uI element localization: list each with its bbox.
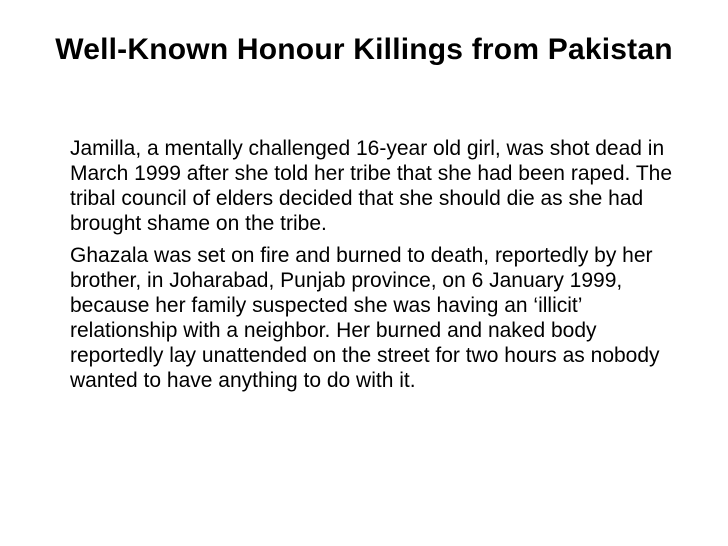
paragraph-jamilla: Jamilla, a mentally challenged 16-year old girl, was shot dead in March 1999 after she told her tribe that she had been raped. The tribal council of elders decided that she should die as she had brought shame on the tribe. (70, 137, 673, 235)
paragraph-ghazala: Ghazala was set on fire and burned to death, reportedly by her brother, in Joharabad, Punjab province, on 6 January 1999, because her family suspected she was having an ‘illicit’ relationship with a neighbor. Her burned and naked body reportedly lay unattended on the street for two hours as nobody wanted to have anything to do with it. (70, 244, 660, 392)
slide-body (70, 136, 682, 393)
slide-title: Well-Known Honour Killings from Pakistan (55, 33, 673, 66)
